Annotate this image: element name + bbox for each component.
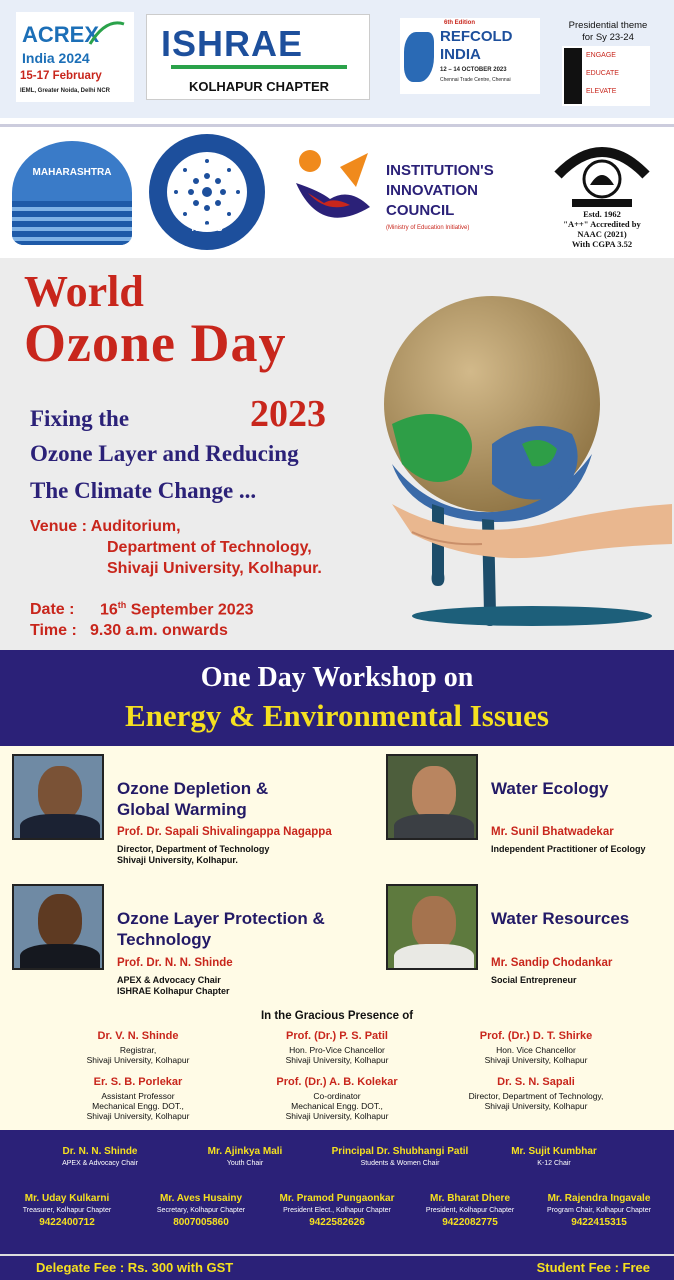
speaker-name-2: Mr. Sunil Bhatwadekar xyxy=(491,826,614,838)
acrex-sub: India 2024 xyxy=(22,50,90,66)
presence-person-1: Dr. V. N. Shinde Registrar, Shivaji University, Kolhapur xyxy=(86,1030,190,1065)
date-label: Date : xyxy=(30,601,75,619)
date-sup: th xyxy=(117,600,127,610)
speaker-desc-4: Social Entrepreneur xyxy=(491,975,577,985)
refcold-logo xyxy=(400,18,540,94)
ishrae-underline xyxy=(171,65,347,69)
committee-member: Mr. Bharat Dhere President, Kolhapur Chapter 9422082775 xyxy=(425,1193,515,1228)
university-accr2: NAAC (2021) xyxy=(577,229,627,239)
committee-member: Mr. Ajinkya Mali Youth Chair xyxy=(207,1146,283,1167)
hero-theme-1: Fixing the xyxy=(30,406,130,431)
university-accr3: With CGPA 3.52 xyxy=(571,239,633,249)
time-value: 9.30 a.m. onwards xyxy=(90,622,228,639)
presence-person-6: Dr. S. N. Sapali Director, Department of Technology, Shivaji University, Kolhapur xyxy=(468,1076,604,1111)
hero-year: 2023 xyxy=(250,393,326,435)
time-label: Time : xyxy=(30,622,77,639)
speaker-desc-3: APEX & Advocacy Chair ISHRAE Kolhapur Chapter xyxy=(117,975,230,996)
university-logo xyxy=(540,135,664,255)
acrex-logo xyxy=(16,12,134,102)
venue-line-2: Department of Technology, xyxy=(107,539,312,556)
fees-bar xyxy=(0,1254,674,1280)
refcold-venue: Chennai Trade Centre, Chennai xyxy=(440,77,511,83)
hero-title-world: World xyxy=(24,267,144,316)
theme-word-1: ENGAGE xyxy=(586,52,616,59)
venue-line-1: Auditorium, xyxy=(90,518,181,535)
delegate-fee: Delegate Fee : Rs. 300 with GST xyxy=(36,1260,234,1275)
refcold-india: INDIA xyxy=(440,46,481,63)
refcold-name: REFCOLD xyxy=(440,28,513,45)
venue-label: Venue : xyxy=(30,518,87,535)
acrex-dates: 15-17 February xyxy=(20,70,102,82)
speaker-name-4: Mr. Sandip Chodankar xyxy=(491,957,613,969)
speaker-photo-4 xyxy=(386,884,478,970)
avatar xyxy=(38,894,82,948)
ishrae-chapter: KOLHAPUR CHAPTER xyxy=(188,79,330,94)
committee-member: Mr. Aves Husainy Secretary, Kolhapur Chapter 8007005860 xyxy=(156,1193,246,1228)
university-estd: Estd. 1962 xyxy=(583,209,621,219)
date-rest: September 2023 xyxy=(130,601,254,619)
melting-earth-illustration xyxy=(372,294,672,644)
hero-section xyxy=(0,258,674,650)
time-line xyxy=(30,622,228,640)
speaker-name-3: Prof. Dr. N. N. Shinde xyxy=(117,957,233,969)
speaker-topic-1: Ozone Depletion & Global Warming xyxy=(117,779,269,819)
iic-sub: (Ministry of Education Initiative) xyxy=(386,225,470,231)
india-map-icon xyxy=(404,32,434,82)
avatar xyxy=(412,896,456,950)
workshop-line-1: One Day Workshop on xyxy=(200,662,474,693)
student-fee: Student Fee : Free xyxy=(536,1260,650,1275)
committee-member: Dr. N. N. Shinde APEX & Advocacy Chair xyxy=(62,1146,138,1167)
rasss-logo-icon xyxy=(146,131,268,253)
presence-person-4: Er. S. B. Porlekar Assistant Professor Mechanical Engg. DOT., Shivaji University, Kolhapur xyxy=(86,1076,190,1121)
acrex-name: ACREX xyxy=(22,22,100,47)
speakers-section xyxy=(0,746,674,1130)
university-seal-icon xyxy=(554,135,650,209)
committee-member: Mr. Rajendra Ingavale Program Chair, Kolhapur Chapter 9422415315 xyxy=(547,1193,651,1228)
ishrae-logo xyxy=(146,14,370,100)
committee-section xyxy=(0,1130,674,1254)
iic-name: INSTITUTION'S INNOVATION COUNCIL xyxy=(386,162,494,219)
date-line xyxy=(30,600,253,619)
committee-member: Principal Dr. Shubhangi Patil Students & Women Chair xyxy=(331,1146,469,1167)
theme-title: Presidential theme xyxy=(568,20,648,31)
date-day: 16 xyxy=(100,601,118,619)
rasss-abbr: RASSS xyxy=(191,223,223,233)
speaker-desc-1: Director, Department of Technology Shivaji University, Kolhapur. xyxy=(117,844,270,865)
presidential-theme xyxy=(556,16,660,106)
ishrae-name: ISHRAE xyxy=(161,23,304,64)
workshop-line-2: Energy & Environmental Issues xyxy=(125,698,549,733)
theme-e-icon xyxy=(564,48,582,104)
theme-word-3: ELEVATE xyxy=(586,88,617,95)
presence-person-3: Prof. (Dr.) D. T. Shirke Hon. Vice Chancellor Shivaji University, Kolhapur xyxy=(479,1030,593,1065)
hero-title-ozone: Ozone Day xyxy=(24,313,287,373)
workshop-banner xyxy=(0,650,674,746)
venue-line-3: Shivaji University, Kolhapur. xyxy=(107,560,322,577)
refcold-edition: 6th Edition xyxy=(444,20,475,26)
speaker-topic-3: Ozone Layer Protection & Technology xyxy=(117,909,325,949)
sponsor-logo-band xyxy=(0,0,674,118)
presence-person-2: Prof. (Dr.) P. S. Patil Hon. Pro-Vice Chancellor Shivaji University, Kolhapur xyxy=(285,1030,389,1065)
committee-member: Mr. Sujit Kumbhar K-12 Chair xyxy=(511,1146,597,1167)
partner-logo-band xyxy=(0,124,674,256)
avatar xyxy=(412,766,456,820)
committee-member: Mr. Uday Kulkarni Treasurer, Kolhapur Chapter 9422400712 xyxy=(22,1193,112,1228)
acrex-venue: IEML, Greater Noida, Delhi NCR xyxy=(20,88,111,94)
speaker-photo-1 xyxy=(12,754,104,840)
hero-theme-3: The Climate Change ... xyxy=(30,478,257,503)
speaker-topic-4: Water Resources xyxy=(491,909,630,928)
hero-theme-2: Ozone Layer and Reducing xyxy=(30,441,299,466)
presence-person-5: Prof. (Dr.) A. B. Kolekar Co-ordinator Mechanical Engg. DOT., Shivaji University, Kolhapur xyxy=(276,1076,398,1121)
committee-member: Mr. Pramod Pungaonkar President Elect., Kolhapur Chapter 9422582626 xyxy=(279,1193,395,1228)
speaker-name-1: Prof. Dr. Sapali Shivalingappa Nagappa xyxy=(117,826,332,838)
university-accr1: "A++" Accredited by xyxy=(563,219,641,229)
avatar xyxy=(38,766,82,820)
theme-sub: for Sy 23-24 xyxy=(582,32,634,43)
venue-block xyxy=(30,516,322,579)
speaker-photo-2 xyxy=(386,754,478,840)
speaker-topic-2: Water Ecology xyxy=(491,779,609,798)
maharashtra-logo xyxy=(12,141,132,245)
refcold-dates: 12 – 14 OCTOBER 2023 xyxy=(440,67,507,73)
presence-heading: In the Gracious Presence of xyxy=(260,1010,414,1022)
acrex-swoosh-icon xyxy=(86,16,126,50)
theme-word-2: EDUCATE xyxy=(586,70,619,77)
speaker-photo-3 xyxy=(12,884,104,970)
maharashtra-name: MAHARASHTRA xyxy=(32,167,112,178)
iic-logo-icon xyxy=(290,147,376,239)
speaker-desc-2: Independent Practitioner of Ecology xyxy=(491,844,646,854)
waves-icon xyxy=(12,201,132,245)
